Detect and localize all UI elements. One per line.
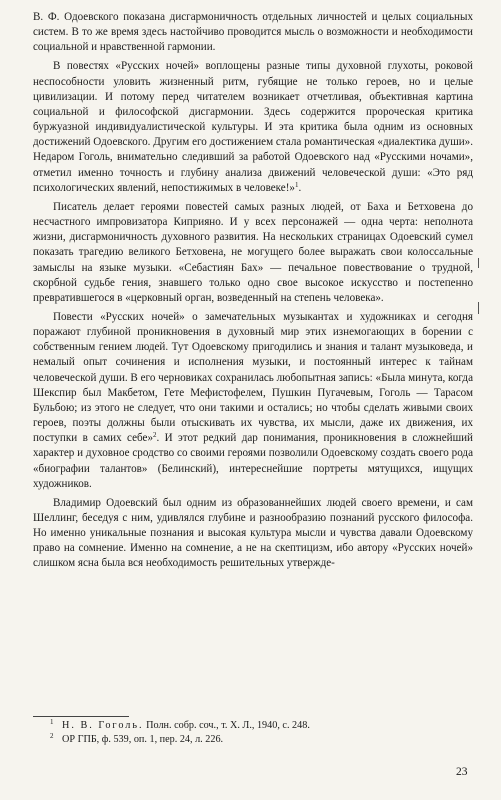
paragraph-text: Повести «Русских ночей» о замечательных музыкантах и художниках и сегодня поражают глубиной проникновения в духовный мир этих изнемогающих в борении с собственным гением людей. Тут Одоевскому пригодились и знания и талант музыковеда, и немалый опыт сочинения и исполнения музыки, и постоянный интерес к тайнам человеческой души. В его черновиках сохранилась любопытная запись: «Была минута, когда Шекспир был Макбетом, Гете Мефистофелем, Пушкин Пугачевым, Гоголь — Тарасом Бульбою; из этого не следует, что они такими и остались; но чтобы сделать живыми своих героев, поэты должны были отыскивать их чувства, их мысли, даже их движения, их поступки в самих себе»	[33, 310, 473, 445]
footnote-text: Полн. собр. соч., т. X. Л., 1940, с. 248.	[146, 720, 310, 731]
paragraph-tail: .	[298, 181, 302, 194]
paragraph-4	[33, 310, 473, 492]
paragraph-text: В повестях «Русских ночей» воплощены разные типы духовной глухоты, роковой неспособности уловить жизненный ритм, губящие не только героев, но и целые цивилизации. И потому перед читателем возникает отчетливая, объективная картина социальной и философской дисгармонии. Здесь содержится пророческая критика буржуазной индивидуалистической культуры. И эта критика была одним из основных достижений Одоевского. Другим его достижением стала романтическая «диалектика души». Недаром Гоголь, внимательно следивший за работой Одоевского над «Русскими ночами», отметил именно точность и глубину анализа движений человеческой души: «Это ряд психологических явлений, непостижимых в человеке!»	[33, 60, 473, 194]
paragraph-tail: . И этот редкий дар понимания, проникновения в сложнейший характер и духовное сродство со своими героями позволили Одоевскому создать своего рода «биографии талантов» (Белинский), интереснейшие портреты мятущихся, ищущих художников.	[33, 432, 473, 490]
paragraph-5	[33, 496, 473, 572]
paragraph-text: В. Ф. Одоевского показана дисгармоничность отдельных личностей и целых социальных систем. В то же время здесь настойчиво проводится мысль о возможности и необходимости социальной и нравственной гармонии.	[33, 11, 473, 54]
footnote-2: 2 ОР ГПБ, ф. 539, оп. 1, пер. 24, л. 226.	[50, 732, 224, 745]
paragraph-text: Владимир Одоевский был одним из образованнейших людей своего времени, и сам Шеллинг, беседуя с ним, удивлялся глубине и разнообразию познаний русского философа. Но именно уникальные познания и высокая культура мысли и чувства давали Одоевскому право на сомнение. Именно на сомнение, а не на скептицизм, ибо автору «Русских ночей» слишком ясна была вся необходимость решительных утвержде-	[33, 496, 473, 570]
margin-mark	[470, 258, 479, 268]
margin-mark	[470, 302, 479, 314]
paragraph-3	[33, 200, 473, 306]
body-text	[33, 10, 473, 572]
footnote-ref-1[interactable]: 1	[294, 180, 299, 189]
footnote-ref-2[interactable]: 2	[153, 431, 157, 440]
footnote-author: Н. В. Гоголь.	[62, 720, 144, 731]
page-number: 23	[456, 766, 468, 778]
paragraph-1	[33, 10, 473, 55]
footnote-text: ОР ГПБ, ф. 539, оп. 1, пер. 24, л. 226.	[62, 734, 224, 745]
footnote-1: 1 Н. В. Гоголь. Полн. собр. соч., т. X. Л., 1940, с. 248.	[50, 718, 310, 731]
paragraph-text: Писатель делает героями повестей самых разных людей, от Баха и Бетховена до несчастного импровизатора Киприяно. И у всех персонажей — одна черта: неполнота жизни, дисгармоничность духовного развития. На нескольких страницах Одоевский сумел показать трагедию великого Бетховена, не могущего более выражать свои колоссальные замыслы на языке музыки. «Себастиян Бах» — печальное повествование о трудной, скорбной судьбе гения, знавшего только одно свое высокое искусство и постепенно превратившегося в «церковный орган, возведенный на степень человека».	[33, 200, 473, 304]
paragraph-2	[33, 59, 473, 195]
footnote-divider	[33, 716, 129, 717]
footnotes	[50, 719, 470, 747]
